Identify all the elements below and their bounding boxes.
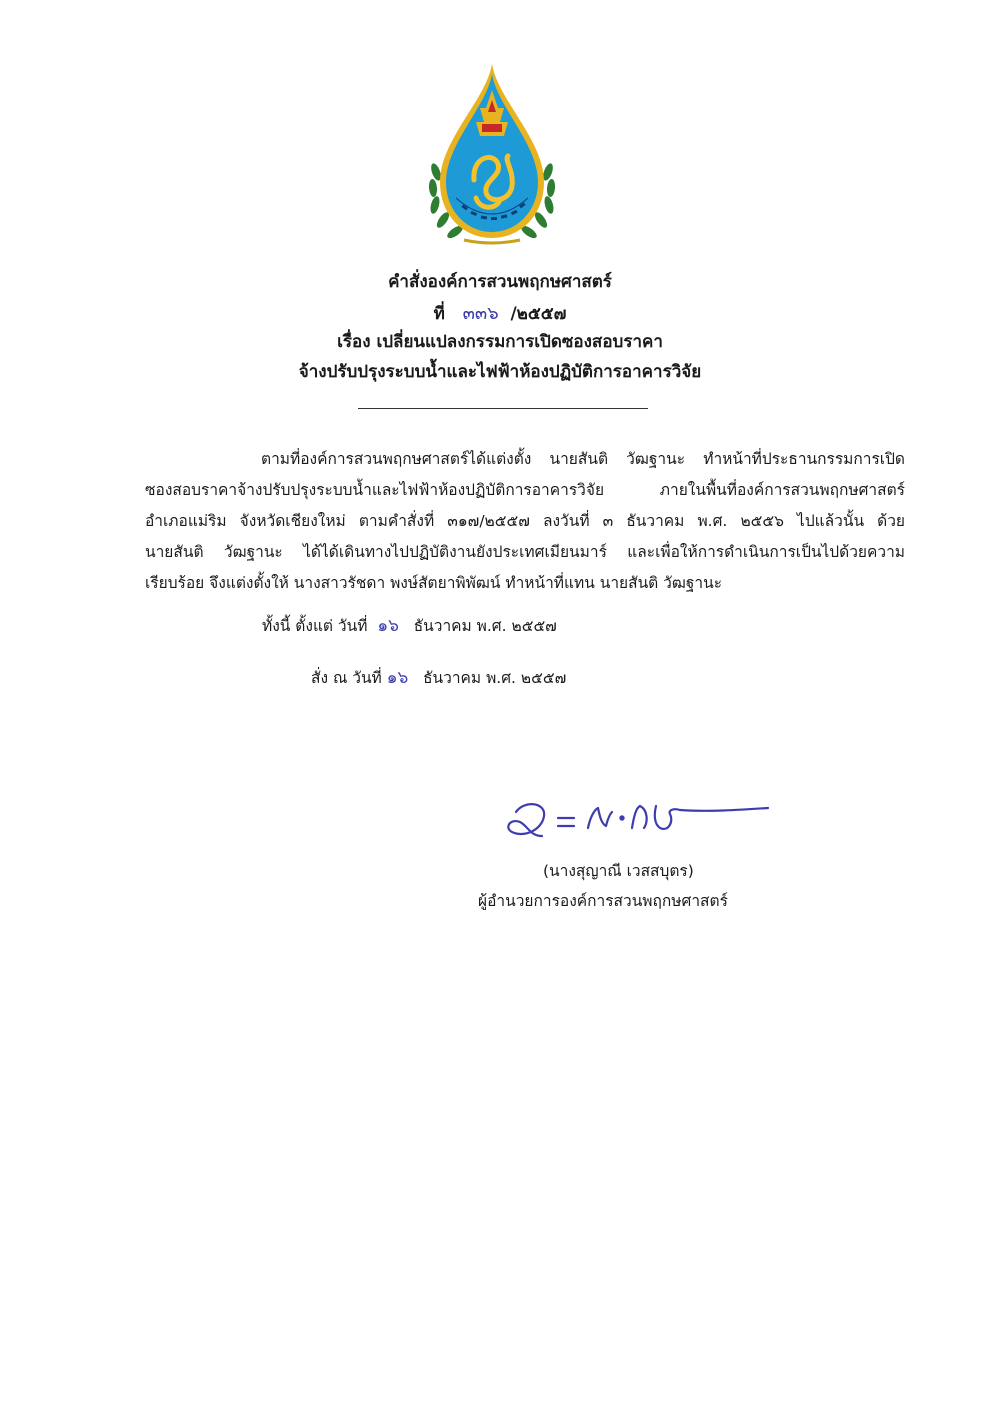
effective-day-handwritten: ๑๖ [377,616,399,636]
signatory-name: (นางสุญาณี เวสสบุตร) [543,862,694,880]
subject-line-2: จ้างปรับปรุงระบบน้ำและไฟฟ้าห้องปฏิบัติการอาคารวิจัย [298,362,702,382]
water-drop-emblem-icon [424,60,560,248]
effective-prefix: ทั้งนี้ ตั้งแต่ วันที่ [262,617,368,635]
ordered-prefix: สั่ง ณ วันที่ [311,669,382,687]
order-number [0,298,1000,327]
ordered-day-handwritten: ๑๖ [386,668,409,688]
body-line: เรียบร้อย จึงแต่งตั้งให้ นางสาวรัชดา พงษ์สัตยาพิพัฒน์ ทำหน้าที่แทน นายสันติ วัฒฐานะ [145,574,723,592]
effective-suffix: ธันวาคม พ.ศ. ๒๕๕๗ [413,617,557,635]
effective-date-line [262,612,557,639]
ordered-suffix: ธันวาคม พ.ศ. ๒๕๕๗ [423,669,567,687]
org-emblem-logo [424,60,560,248]
body-line: ซองสอบราคาจ้างปรับปรุงระบบน้ำและไฟฟ้าห้องปฏิบัติการอาคารวิจัย ภายในพื้นที่องค์การสวนพฤกษศาสตร์ [145,481,905,499]
header-divider [358,408,648,409]
body-line: ตามที่องค์การสวนพฤกษศาสตร์ได้แต่งตั้ง นายสันติ วัฒฐานะ ทำหน้าที่ประธานกรรมการเปิด [261,450,905,468]
subject-line: เรื่อง เปลี่ยนแปลงกรรมการเปิดซองสอบราคา [337,332,663,352]
body-line: อำเภอแม่ริม จังหวัดเชียงใหม่ ตามคำสั่งที่ ๓๑๗/๒๕๕๗ ลงวันที่ ๓ ธันวาคม พ.ศ. ๒๕๕๖ ไปแล้วนั้น ด้วย [145,512,905,530]
body-line: นายสันติ วัฒฐานะ ได้ได้เดินทางไปปฏิบัติงานยังประเทศเมียนมาร์ และเพื่อให้การดำเนินการเป็นไปด้วยความ [145,543,905,561]
signature-icon [498,788,774,848]
signatory-position: ผู้อำนวยการองค์การสวนพฤกษศาสตร์ [478,892,728,910]
body-paragraph [145,444,905,599]
ordered-date-line [311,664,566,691]
handwritten-signature [498,788,774,848]
order-title: คำสั่งองค์การสวนพฤกษศาสตร์ [388,272,612,292]
order-number-prefix: ที่ [433,304,445,324]
order-number-suffix: /๒๕๕๗ [510,304,567,324]
order-number-handwritten: ๓๓๖ [462,303,499,324]
